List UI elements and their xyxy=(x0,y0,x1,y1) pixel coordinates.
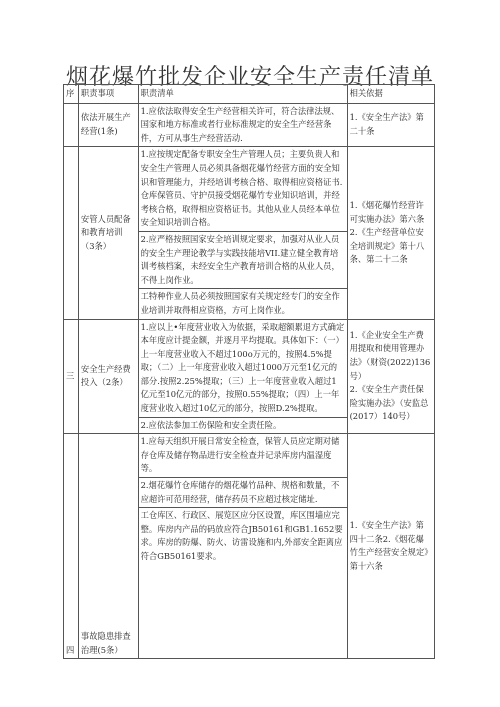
header-basis: 相关依据 xyxy=(347,85,434,104)
row-duty: 工特种作业人员必须按照国家有关规定经专门的安全作业培训并取得相应资格，方可上岗作业。 xyxy=(138,289,347,319)
basis-line: 2.《安全生产责任保险实施办法》（安监总(2017）140号） xyxy=(349,384,429,422)
basis-line: 1.《烟花爆竹经营许可实施办法》第六条 xyxy=(349,199,425,224)
header-item: 职责事项 xyxy=(78,85,138,104)
row-basis: 1.《安全生产法》第四十二条2.《烟花爆竹生产经营安全规定》第十六条 xyxy=(347,434,434,659)
row-number: 三 xyxy=(64,319,79,434)
document-title: 烟花爆竹批发企业安全生产责任清单 xyxy=(65,65,434,90)
row-duty: 1.应依法取得安全生产经营相关许可，符合法律法规、国家和地方标准或者行业标准规定的安全生产经营条件，方可从事生产经营活动. xyxy=(138,103,347,147)
table-row xyxy=(64,147,435,232)
basis-line: 1.《企业安全生产费用提取和使用管理办法》（财资(2022)136号） xyxy=(349,329,431,381)
row-duty: 1.应每天组织开展日常安全检查，保管人员应定期对储存仓库及储存物品进行安全检查并记录库房内温湿度等。 xyxy=(138,434,347,478)
row-basis xyxy=(347,147,434,319)
table-header-row xyxy=(64,85,435,104)
responsibility-table xyxy=(63,84,435,659)
table-row xyxy=(64,319,435,417)
row-basis: 1.《安全生产法》第二十条 xyxy=(347,103,434,147)
row-duty: 2.应依法参加工伤保险和安全责任险。 xyxy=(138,417,347,434)
row-number xyxy=(64,147,79,319)
row-item: 安全生产经费投入（2条） xyxy=(78,319,138,434)
row-duty: 2.烟花爆竹仓库储存的烟花爆竹品种、规格和数量，不应超许可范用经营，储存药员不应超过核定储址. xyxy=(138,478,347,508)
row-item: 依法开展生产经营(1条) xyxy=(78,103,138,147)
row-number: 四 xyxy=(64,434,79,659)
basis-line: 2.《生产经营单位安全培训规定》第十八条、第二十二条 xyxy=(349,227,425,265)
table-row xyxy=(64,434,435,478)
row-basis xyxy=(347,319,434,434)
row-item: 事故隐患排查治理(5条） xyxy=(78,434,138,659)
table-row xyxy=(64,103,435,147)
row-item: 安管人员配备和教育培训（3条） xyxy=(78,147,138,319)
row-duty: 工仓库区、行政区、展览区应分区设置，库区围墙应完整。库房内产品的码放应符合JB50161和GB1.1652要求。库房的防爆、防火、访雷设施和内,外部安全距离应符合GB50161要求。 xyxy=(138,508,347,659)
row-duty: 1.应按规定配备专职安全生产管理人员；主要负贵人和安全生产管理人员必须具备烟花爆竹经营方面的安全知识和管理能力，并经培训考核合格、取得相应资格证书.仓库保管员、守护员接受烟花爆竹专业知识培训，并经考核合格，取得相应资格证书。其他从业人员经本单位安全知识培训合格。 xyxy=(138,147,347,232)
row-number xyxy=(64,103,79,147)
row-duty: 1.应以上•年度营业收入为依据，采取超额累退方式确定本年度应计提金额，并逐月平均提取。具体如下：（一）上一年度营业收入不超过100o万元的，按照4.5%提取；（二）上一年度营业收入超过1000万元至1亿元的部分.按照2.25%提取；（三）上一年度营业收入超过1亿元至10亿元的部分，按照0.55%提取；（四）上一年度营业收入超过10亿元的部分，按照D.2%提取。 xyxy=(138,319,347,417)
header-seq: 序 xyxy=(64,85,79,104)
row-duty: 2.应严格按照国家安全培训规定要求，加强对从业人员的安全生产理论教学与实践技能培VII.建立健全教育培训考核档案，未经安全生产教育培训合格的从业人员，不得上岗作业。 xyxy=(138,231,347,288)
header-duties: 职责清单 xyxy=(138,85,347,104)
